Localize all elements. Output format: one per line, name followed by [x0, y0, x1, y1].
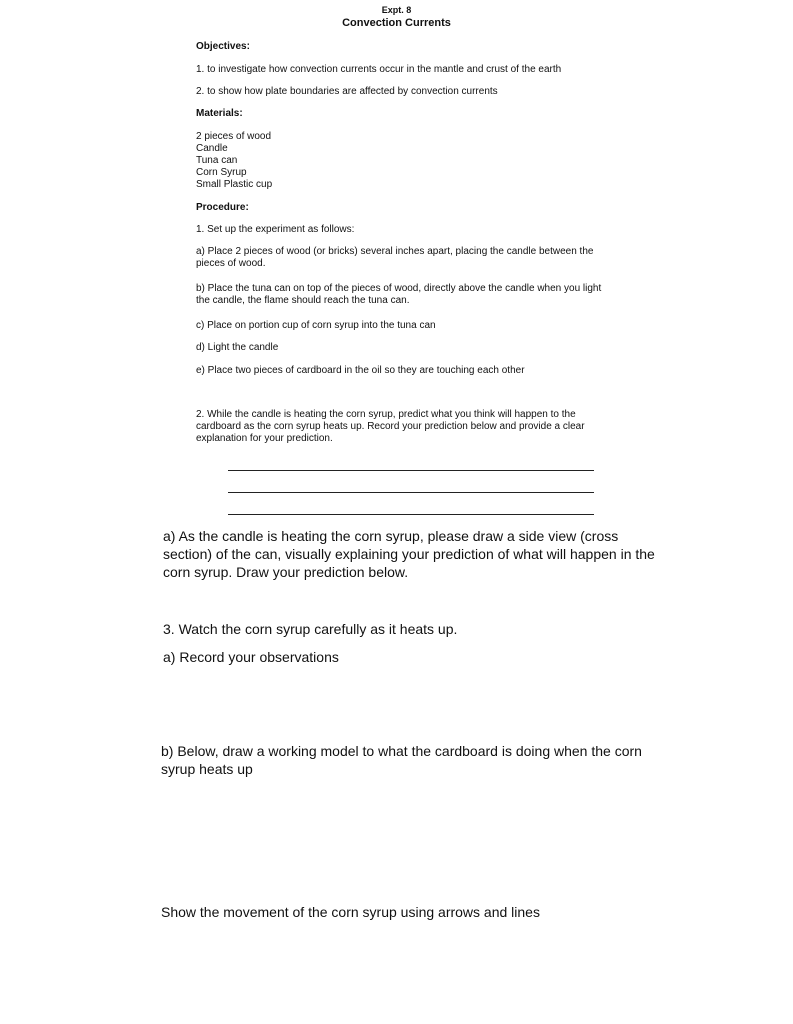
materials-heading: Materials:	[196, 108, 243, 119]
objective-item: 2. to show how plate boundaries are affected by convection currents	[196, 86, 498, 97]
answer-line[interactable]	[228, 470, 594, 471]
procedure-substep-a: a) Place 2 pieces of wood (or bricks) several inches apart, placing the candle between the pieces of wood.	[196, 246, 594, 269]
material-item: Candle	[196, 143, 228, 154]
question-3: 3. Watch the corn syrup carefully as it heats up.	[163, 621, 458, 637]
material-item: 2 pieces of wood	[196, 131, 272, 142]
objectives-heading: Objectives:	[196, 41, 250, 52]
experiment-number: Expt. 8	[381, 5, 412, 15]
procedure-substep-d: d) Light the candle	[196, 342, 279, 353]
material-item: Tuna can	[196, 155, 238, 166]
procedure-substep-c: c) Place on portion cup of corn syrup into the tuna can	[196, 320, 436, 331]
question-3b: b) Below, draw a working model to what the cardboard is doing when the corn syrup heats up	[161, 743, 642, 777]
question-2a: a) As the candle is heating the corn syrup, please draw a side view (cross section) of the can, visually explaining your prediction of what will happen in the corn syrup. Draw your prediction below.	[163, 528, 655, 580]
procedure-substep-e: e) Place two pieces of cardboard in the oil so they are touching each other	[196, 365, 525, 376]
answer-line[interactable]	[228, 492, 594, 493]
procedure-step-2: 2. While the candle is heating the corn syrup, predict what you think will happen to the cardboard as the corn syrup heats up. Record your prediction below and provide a clear explanation for your prediction.	[196, 409, 585, 444]
objective-item: 1. to investigate how convection currents occur in the mantle and crust of the earth	[196, 64, 562, 75]
question-3a: a) Record your observations	[163, 649, 339, 665]
material-item: Corn Syrup	[196, 167, 247, 178]
answer-line[interactable]	[228, 514, 594, 515]
footer-instruction: Show the movement of the corn syrup using arrows and lines	[161, 904, 540, 920]
procedure-step-1: 1. Set up the experiment as follows:	[196, 224, 355, 235]
page-title: Convection Currents	[342, 17, 451, 29]
material-item: Small Plastic cup	[196, 179, 273, 190]
procedure-heading: Procedure:	[196, 202, 249, 213]
procedure-substep-b: b) Place the tuna can on top of the pieces of wood, directly above the candle when you light the candle, the flame should reach the tuna can.	[196, 283, 602, 306]
